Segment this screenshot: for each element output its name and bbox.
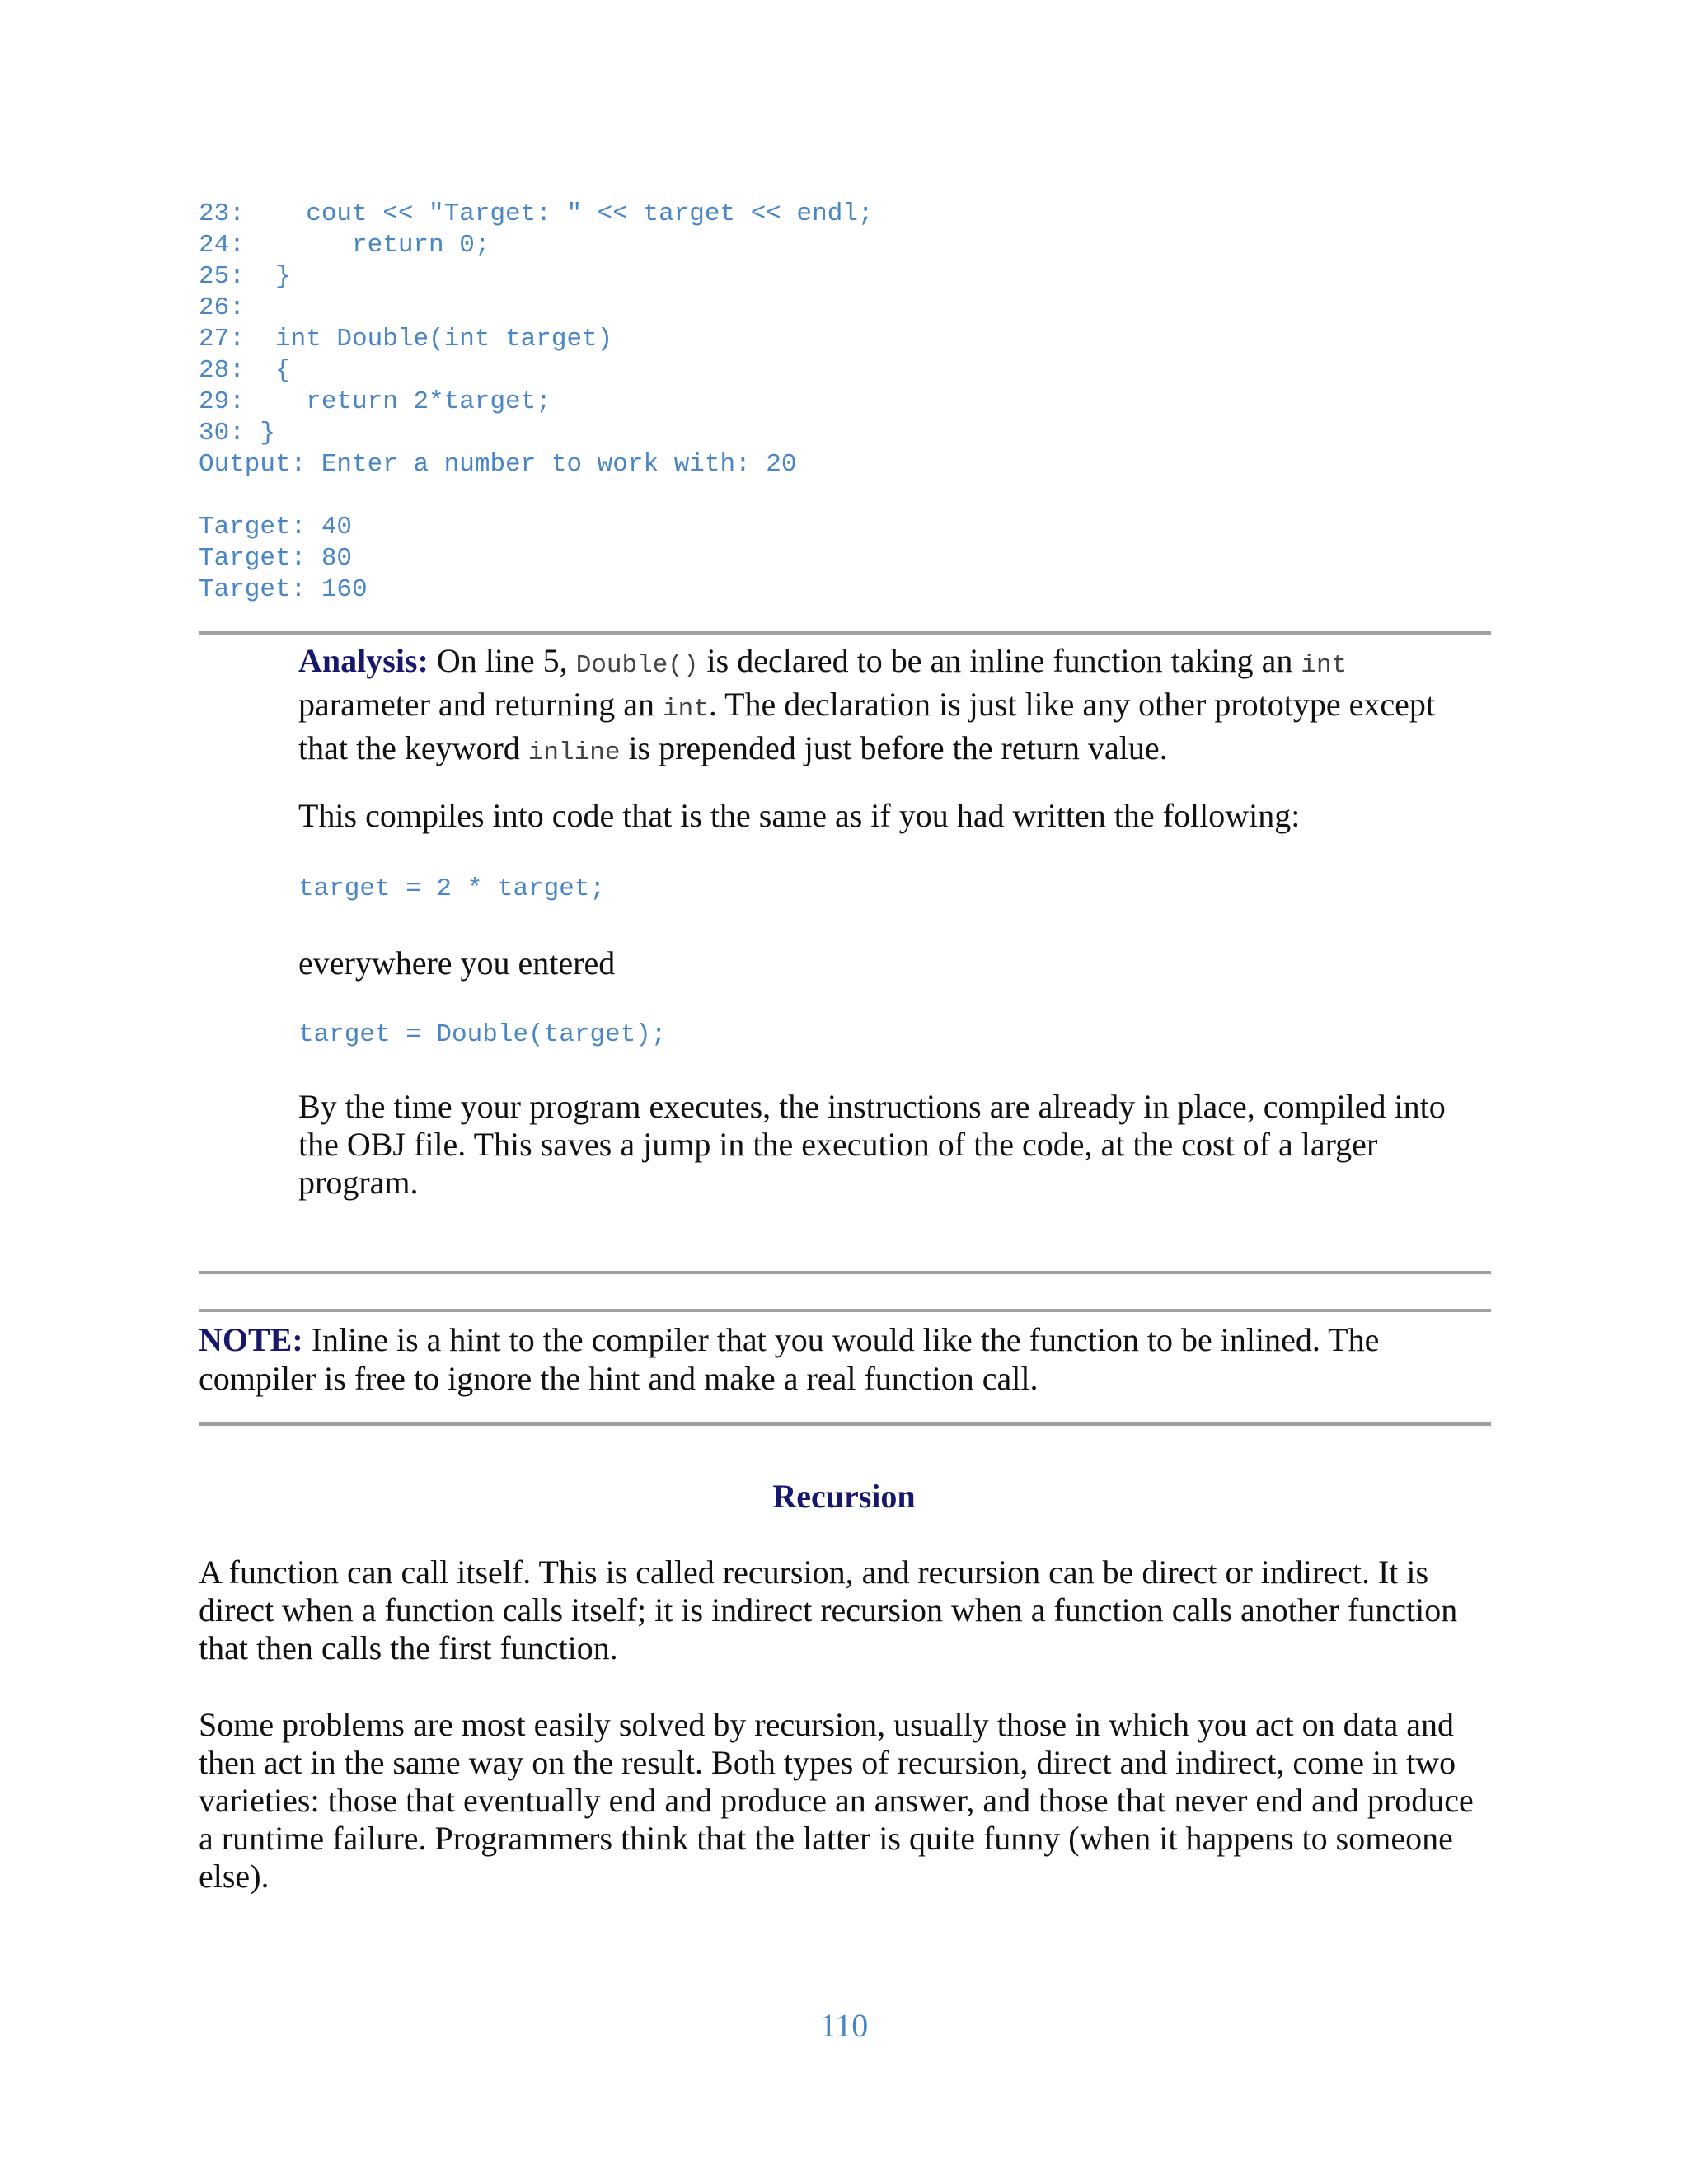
code-line bbox=[199, 480, 874, 512]
divider-rule bbox=[199, 1309, 1491, 1312]
divider-rule bbox=[199, 1422, 1491, 1426]
code-listing bbox=[199, 199, 874, 606]
analysis-paragraph-4: By the time your program executes, the instructions are already in place, compiled into the OBJ file. This saves a jump in the execution of the code, at the cost of a larger program. bbox=[298, 1088, 1446, 1201]
code-line: Output: Enter a number to work with: 20 bbox=[199, 450, 797, 479]
body-paragraph: A function can call itself. This is called recursion, and recursion can be direct or indirect. It is direct when a function calls itself; it is indirect recursion when a function calls another function that then calls the first function. bbox=[199, 1554, 1458, 1666]
code-line: 24: return 0; bbox=[199, 231, 490, 260]
code-line: 30: } bbox=[199, 419, 276, 448]
code-line: 26: bbox=[199, 293, 245, 322]
inline-code: int bbox=[1301, 651, 1348, 680]
code-line: 29: return 2*target; bbox=[199, 387, 551, 416]
note-label: NOTE: bbox=[199, 1321, 303, 1358]
body-paragraph: Some problems are most easily solved by recursion, usually those in which you act on data and then act in the same way on the result. Both types of recursion, direct and indirect, come in two varieties: those that eventually end and produce an answer, and those that never end and produce a runtime failure. Programmers think that the latter is quite funny (when it happens to someone else). bbox=[199, 1706, 1474, 1895]
code-line: 27: int Double(int target) bbox=[199, 325, 613, 354]
divider-rule bbox=[199, 631, 1491, 635]
analysis-text: On line 5, bbox=[428, 642, 576, 679]
page-number: 110 bbox=[819, 2007, 869, 2044]
code-line: Target: 40 bbox=[199, 513, 353, 541]
analysis-paragraph bbox=[298, 641, 1452, 772]
analysis-text: parameter and returning an bbox=[298, 686, 663, 723]
analysis-paragraph-2: This compiles into code that is the same as if you had written the following: bbox=[298, 797, 1301, 834]
analysis-paragraph-3: everywhere you entered bbox=[298, 944, 616, 982]
code-line: Target: 80 bbox=[199, 544, 353, 573]
code-line: 23: cout << "Target: " << target << endl; bbox=[199, 199, 874, 228]
code-line: 25: } bbox=[199, 262, 291, 291]
section-title: Recursion bbox=[772, 1478, 916, 1515]
analysis-text: is prepended just before the return value. bbox=[620, 729, 1168, 766]
inline-code: inline bbox=[528, 738, 621, 767]
note-block bbox=[199, 1320, 1493, 1398]
analysis-label: Analysis: bbox=[298, 642, 429, 679]
analysis-text: . The declaration is just like any other prototype except that the keyword bbox=[298, 686, 1436, 766]
code-line: 28: { bbox=[199, 356, 291, 385]
divider-rule bbox=[199, 1271, 1491, 1274]
analysis-text: is declared to be an inline function taking an bbox=[698, 642, 1301, 679]
code-snippet: target = Double(target); bbox=[298, 1020, 667, 1049]
code-snippet: target = 2 * target; bbox=[298, 874, 606, 903]
inline-code: int bbox=[663, 695, 709, 724]
code-line: Target: 160 bbox=[199, 575, 368, 604]
note-text: Inline is a hint to the compiler that you would like the function to be inlined. The compiler is free to ignore the hint and make a real function call. bbox=[199, 1321, 1380, 1397]
inline-code: Double() bbox=[575, 651, 699, 680]
